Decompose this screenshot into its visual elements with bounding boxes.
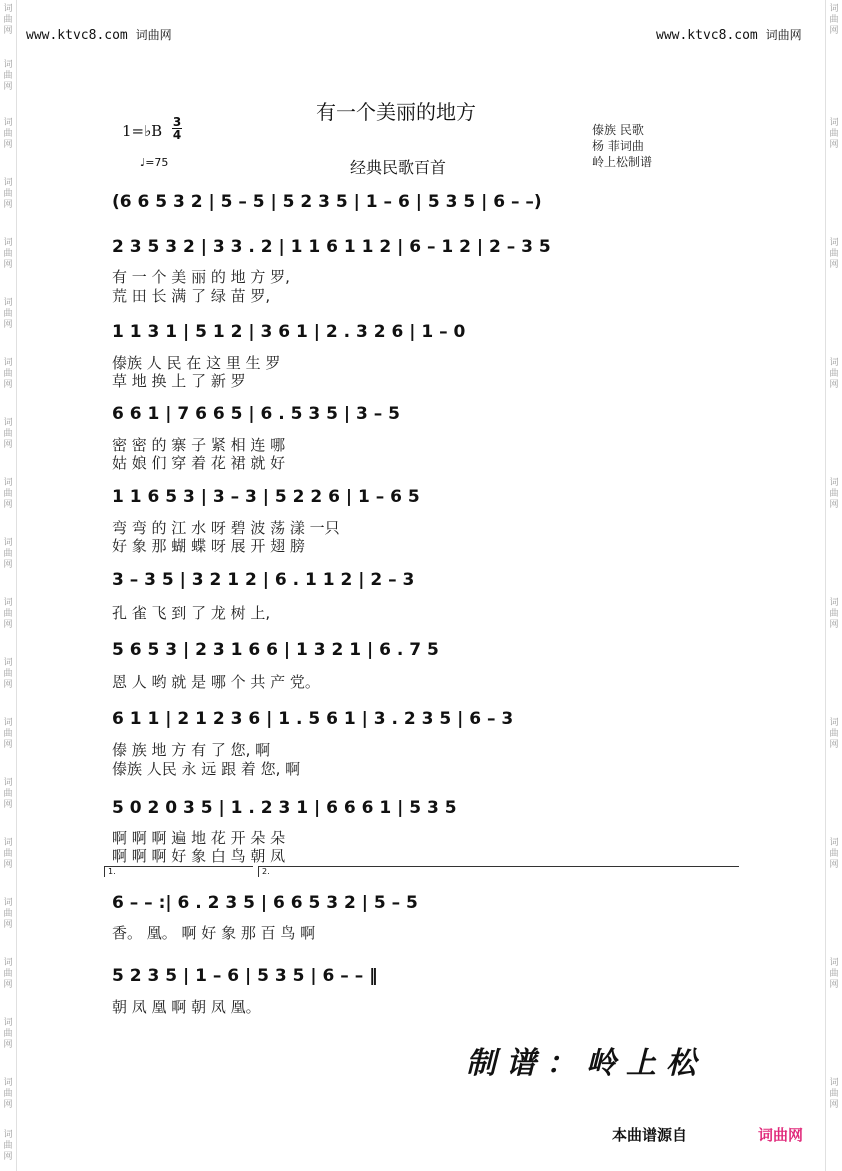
lyrics-verse2: 荒 田 长 满 了 绿 苗 罗, (112, 287, 271, 305)
lyrics-verse1: 朝 凤 凰 啊 朝 凤 凰。 (112, 998, 261, 1016)
source-site-link[interactable]: 词曲网 (758, 1126, 804, 1144)
arranger-signature: 制谱：岭上松 (466, 1046, 706, 1081)
lyrics-verse2: 好 象 那 蝴 蝶 呀 展 开 翅 膀 (112, 537, 305, 555)
side-watermark-text: 词 曲 网 (3, 118, 13, 150)
side-watermark-text: 词 曲 网 (829, 478, 839, 510)
side-watermark-text: 词 曲 网 (3, 418, 13, 450)
score-line-10: 6 – – :| 6 . 2 3 5 | 6 6 5 3 2 | 5 – 5 (112, 893, 418, 913)
lyrics-verse1: 啊 啊 啊 遍 地 花 开 朵 朵 (112, 829, 286, 847)
song-title: 有一个美丽的地方 (316, 100, 476, 124)
side-watermark-text: 词 曲 网 (3, 178, 13, 210)
side-watermark-text: 词 曲 网 (3, 478, 13, 510)
top-right-url[interactable] (656, 26, 802, 43)
lyrics-verse1: 孔 雀 飞 到 了 龙 树 上, (112, 604, 271, 622)
side-watermark-text: 词 曲 网 (3, 598, 13, 630)
side-watermark-text: 词 曲 网 (829, 838, 839, 870)
side-watermark-text: 词 曲 网 (829, 4, 839, 36)
volta-bracket-1 (104, 866, 253, 877)
side-watermark-text: 词 曲 网 (3, 958, 13, 990)
origin-credit: 傣族 民歌 (592, 123, 644, 137)
side-watermark-text: 词 曲 网 (829, 598, 839, 630)
arranger-credit: 岭上松制谱 (592, 155, 653, 169)
top-left-url[interactable] (26, 26, 172, 43)
side-watermark-text: 词 曲 网 (3, 238, 13, 270)
side-watermark-text: 词 曲 网 (829, 358, 839, 390)
score-line-7: 5 6 5 3 | 2 3 1 6 6 | 1 3 2 1 | 6 . 7 5 (112, 640, 439, 660)
side-watermark-text: 词 曲 网 (829, 118, 839, 150)
lyrics-verse2: 傣族 人民 永 远 跟 着 您, 啊 (112, 760, 301, 778)
side-watermark-text: 词 曲 网 (3, 538, 13, 570)
score-line-2: 2 3 5 3 2 | 3 3 . 2 | 1 1 6 1 1 2 | 6 – 1 2 | 2 – 3 5 (112, 237, 551, 257)
side-watermark-text: 词 曲 网 (3, 778, 13, 810)
side-watermark-text: 词 曲 网 (3, 658, 13, 690)
url-text[interactable]: www.ktvc8.com (26, 28, 128, 43)
lyrics-verse1: 弯 弯 的 江 水 呀 碧 波 荡 漾 一只 (112, 519, 340, 537)
side-watermark-text: 词 曲 网 (829, 238, 839, 270)
side-watermark-text: 词 曲 网 (3, 718, 13, 750)
left-watermark-strip (0, 0, 17, 1171)
side-watermark-text: 词 曲 网 (3, 298, 13, 330)
lyrics-verse2: 啊 啊 啊 好 象 白 鸟 朝 凤 (112, 847, 286, 865)
credits (592, 122, 652, 170)
side-watermark-text: 词 曲 网 (829, 958, 839, 990)
lyrics-verse1: 有 一 个 美 丽 的 地 方 罗, (112, 268, 290, 286)
lyrics-verse1: 恩 人 哟 就 是 哪 个 共 产 党。 (112, 673, 320, 691)
side-watermark-text: 词 曲 网 (3, 358, 13, 390)
side-watermark-text: 词 曲 网 (3, 898, 13, 930)
score-line-6: 3 – 3 5 | 3 2 1 2 | 6 . 1 1 2 | 2 – 3 (112, 570, 415, 590)
lyrics-verse1: 香。 凰。 啊 好 象 那 百 鸟 啊 (112, 924, 316, 942)
side-watermark-text: 词 曲 网 (829, 718, 839, 750)
right-watermark-strip (825, 0, 842, 1171)
score-line-4: 6 6 1 | 7 6 6 5 | 6 . 5 3 5 | 3 – 5 (112, 404, 400, 424)
side-watermark-text: 词 曲 网 (3, 1078, 13, 1110)
time-signature-top: 3 (172, 115, 182, 129)
side-watermark-text: 词 曲 网 (3, 60, 13, 92)
side-watermark-text: 词 曲 网 (3, 1130, 13, 1162)
composer-credit: 杨 菲词曲 (592, 139, 644, 153)
url-text[interactable]: www.ktvc8.com (656, 28, 758, 43)
time-signature (172, 116, 182, 141)
tempo-marking: ♩=75 (140, 156, 169, 169)
volta-label-2: 2. (262, 867, 270, 876)
side-watermark-text: 词 曲 网 (3, 838, 13, 870)
score-line-3: 1 1 3 1 | 5 1 2 | 3 6 1 | 2 . 3 2 6 | 1 – 0 (112, 322, 466, 342)
score-line-5: 1 1 6 5 3 | 3 – 3 | 5 2 2 6 | 1 – 6 5 (112, 487, 420, 507)
key-signature: 1=♭B (122, 122, 163, 140)
score-line-1: (6 6 5 3 2 | 5 – 5 | 5 2 3 5 | 1 – 6 | 5 3 5 | 6 – –) (112, 192, 542, 212)
side-watermark-text: 词 曲 网 (3, 4, 13, 36)
volta-label-1: 1. (108, 867, 116, 876)
lyrics-verse2: 草 地 换 上 了 新 罗 (112, 372, 246, 390)
lyrics-verse1: 密 密 的 寨 子 紧 相 连 哪 (112, 436, 286, 454)
side-watermark-text: 词 曲 网 (3, 1018, 13, 1050)
lyrics-verse1: 傣族 人 民 在 这 里 生 罗 (112, 354, 281, 372)
score-line-11: 5 2 3 5 | 1 – 6 | 5 3 5 | 6 – – ‖ (112, 966, 378, 986)
volta-bracket-2 (258, 866, 739, 877)
site-name: 词曲网 (765, 28, 802, 42)
site-name: 词曲网 (135, 28, 172, 42)
lyrics-verse1: 傣 族 地 方 有 了 您, 啊 (112, 741, 271, 759)
score-line-9: 5 0 2 0 3 5 | 1 . 2 3 1 | 6 6 6 1 | 5 3 5 (112, 798, 457, 818)
collection-subtitle: 经典民歌百首 (350, 158, 447, 177)
score-line-8: 6 1 1 | 2 1 2 3 6 | 1 . 5 6 1 | 3 . 2 3 5 | 6 – 3 (112, 709, 514, 729)
lyrics-verse2: 姑 娘 们 穿 着 花 裙 就 好 (112, 454, 286, 472)
side-watermark-text: 词 曲 网 (829, 1078, 839, 1110)
source-label: 本曲谱源自 (612, 1126, 688, 1144)
time-signature-bottom: 4 (172, 128, 182, 142)
